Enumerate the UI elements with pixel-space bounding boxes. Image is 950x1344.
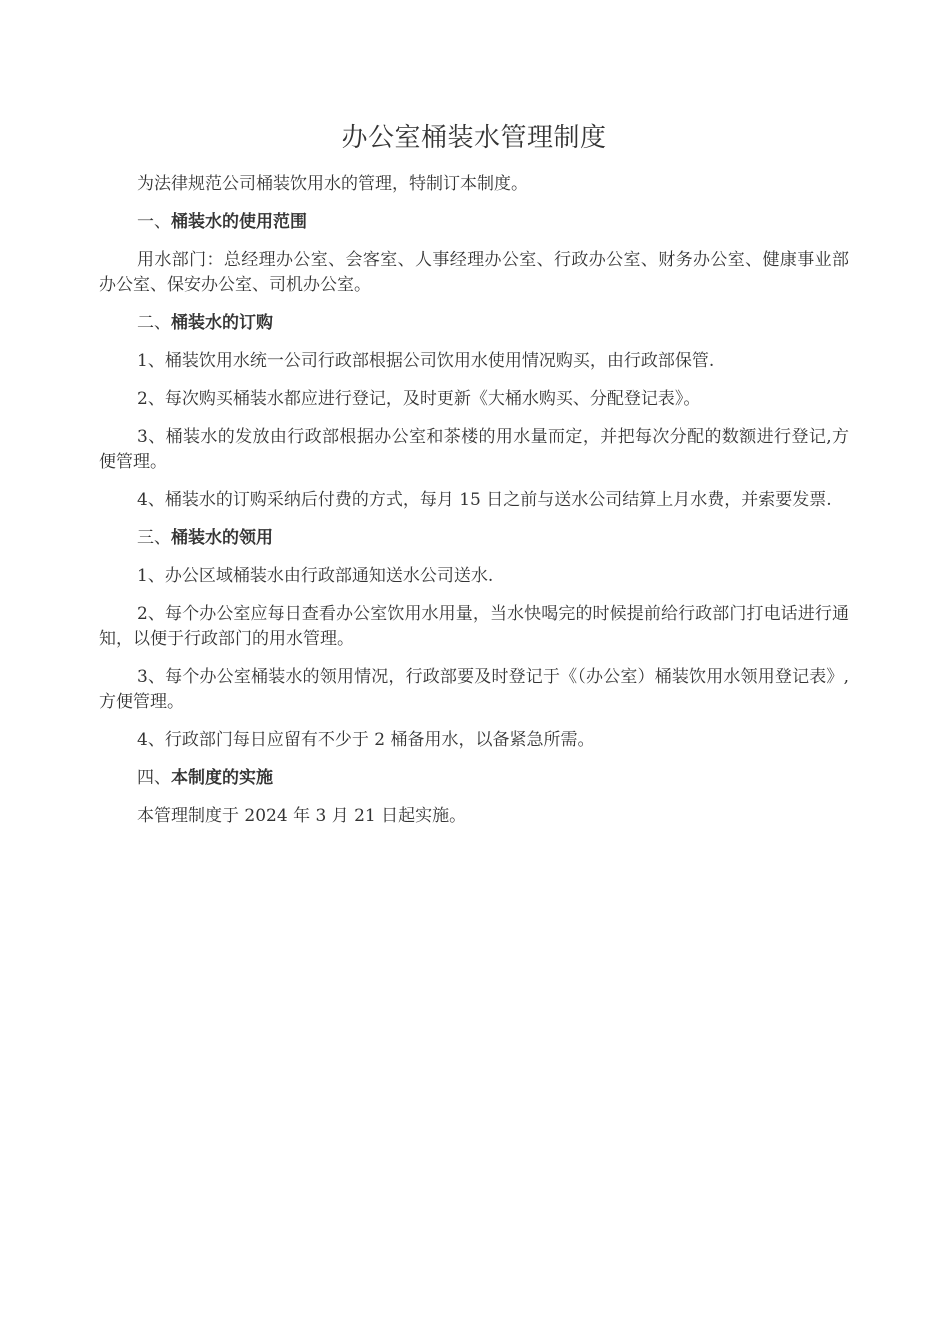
section-number: 一、 [137, 212, 171, 232]
paragraph: 1、办公区域桶装水由行政部通知送水公司送水. [137, 566, 494, 586]
section-heading-scope [99, 210, 849, 235]
paragraph: 2、每次购买桶装水都应进行登记，及时更新《大桶水购买、分配登记表》。 [137, 389, 701, 409]
paragraph: 1、桶装饮用水统一公司行政部根据公司饮用水使用情况购买，由行政部保管. [137, 351, 715, 371]
intro-paragraph: 为法律规范公司桶装饮用水的管理，特制订本制度。 [137, 174, 528, 194]
section-heading-ordering [99, 311, 849, 336]
document-body [99, 118, 849, 842]
section-number: 二、 [137, 313, 171, 333]
section-heading-text: 桶装水的领用 [171, 528, 273, 548]
paragraph: 4、桶装水的订购采纳后付费的方式，每月 15 日之前与送水公司结算上月水费，并索要发票. [137, 490, 832, 510]
section-heading-text: 本制度的实施 [171, 768, 273, 788]
section-heading-text: 桶装水的订购 [171, 313, 273, 333]
section-heading-text: 桶装水的使用范围 [171, 212, 307, 232]
section-heading-usage [99, 526, 849, 551]
paragraph: 3、桶装水的发放由行政部根据办公室和茶楼的用水量而定，并把每次分配的数额进行登记,方便管理。 [99, 427, 849, 472]
paragraph: 2、每个办公室应每日查看办公室饮用水用量，当水快喝完的时候提前给行政部门打电话进行通知，以便于行政部门的用水管理。 [99, 604, 849, 649]
section-number: 三、 [137, 528, 171, 548]
paragraph: 3、每个办公室桶装水的领用情况，行政部要及时登记于《（办公室）桶装饮用水领用登记表》,方便管理。 [99, 667, 849, 712]
section-heading-implementation [99, 766, 849, 791]
paragraph: 用水部门：总经理办公室、会客室、人事经理办公室、行政办公室、财务办公室、健康事业部办公室、保安办公室、司机办公室。 [99, 250, 849, 295]
document-title: 办公室桶装水管理制度 [341, 123, 607, 153]
section-number: 四、 [137, 768, 171, 788]
paragraph: 4、行政部门每日应留有不少于 2 桶备用水，以备紧急所需。 [137, 730, 595, 750]
paragraph: 本管理制度于 2024 年 3 月 21 日起实施。 [137, 806, 467, 826]
